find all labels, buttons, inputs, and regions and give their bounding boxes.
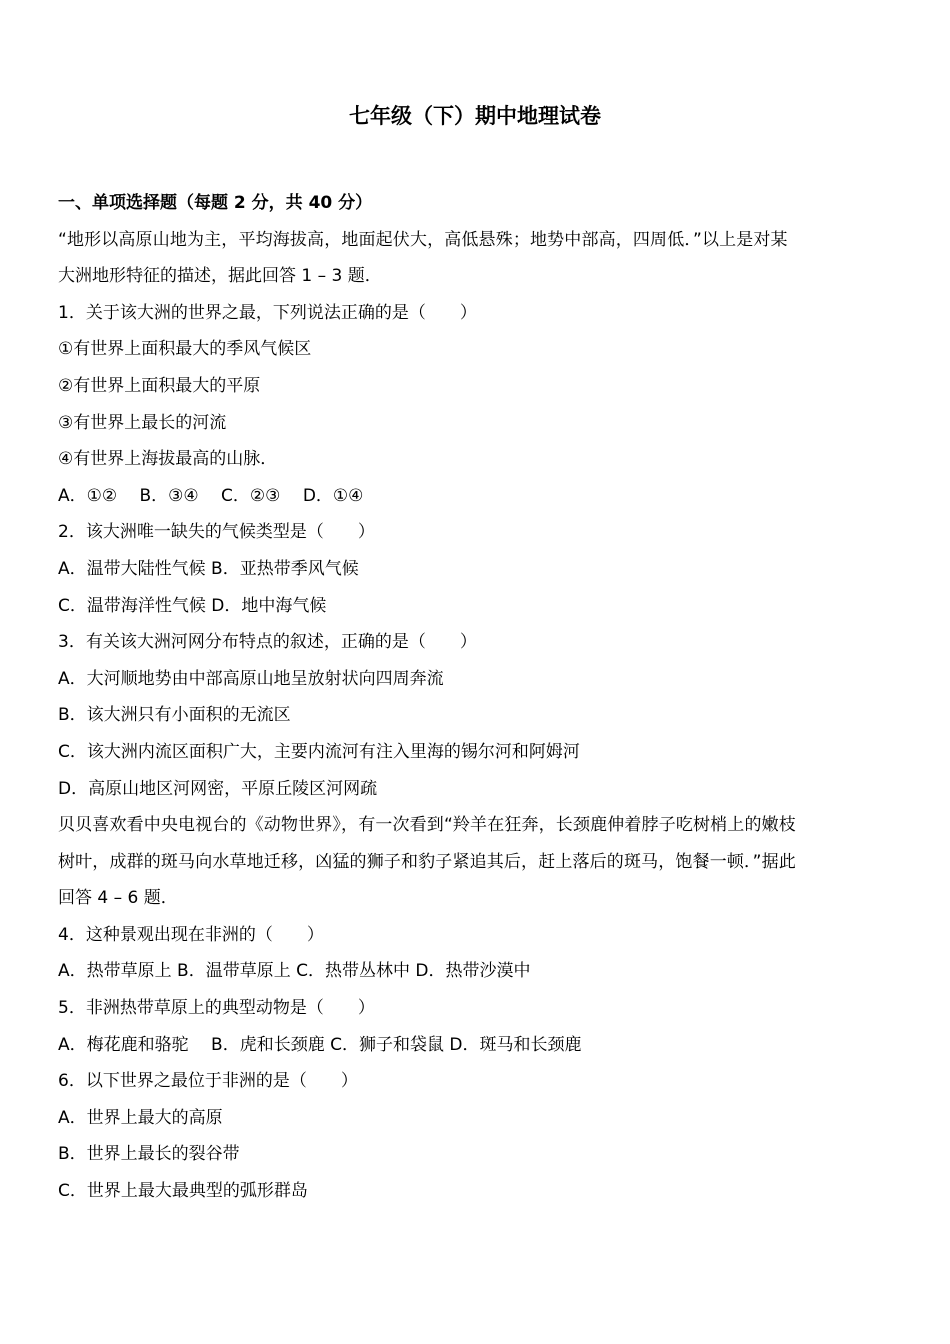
statement-item: ④有世界上海拔最高的山脉． bbox=[58, 449, 278, 470]
answer-options: A．温带大陆性气候 B．亚热带季风气候 bbox=[58, 558, 359, 579]
passage-line: 大洲地形特征的描述，据此回答 1 – 3 题． bbox=[58, 266, 382, 287]
statement-item: ②有世界上面积最大的平原 bbox=[58, 375, 261, 396]
question-1: 1．关于该大洲的世界之最，下列说法正确的是（ ） bbox=[58, 302, 477, 323]
question-3: 3．有关该大洲河网分布特点的叙述，正确的是（ ） bbox=[58, 632, 477, 653]
answer-option: C．该大洲内流区面积广大，主要内流河有注入里海的锡尔河和阿姆河 bbox=[58, 741, 580, 762]
section-heading: 一、单项选择题（每题 2 分，共 40 分） bbox=[58, 193, 373, 213]
answer-option: C．世界上最大最典型的弧形群岛 bbox=[58, 1181, 308, 1202]
answer-option: B．该大洲只有小面积的无流区 bbox=[58, 705, 291, 726]
question-6: 6．以下世界之最位于非洲的是（ ） bbox=[58, 1071, 358, 1092]
passage-line: 树叶，成群的斑马向水草地迁移，凶猛的狮子和豹子紧追其后，赶上落后的斑马，饱餐一顿．”据此 bbox=[58, 851, 796, 872]
answer-option: B．世界上最长的裂谷带 bbox=[58, 1144, 240, 1165]
passage-line: “地形以高原山地为主，平均海拔高，地面起伏大，高低悬殊；地势中部高，四周低．”以上是对某 bbox=[58, 229, 788, 250]
question-2: 2．该大洲唯一缺失的气候类型是（ ） bbox=[58, 522, 375, 543]
answer-option: A．大河顺地势由中部高原山地呈放射状向四周奔流 bbox=[58, 668, 444, 689]
statement-item: ①有世界上面积最大的季风气候区 bbox=[58, 339, 312, 360]
answer-options: A．热带草原上 B．温带草原上 C．热带丛林中 D．热带沙漠中 bbox=[58, 961, 531, 982]
question-5: 5．非洲热带草原上的典型动物是（ ） bbox=[58, 998, 375, 1019]
passage-line: 贝贝喜欢看中央电视台的《动物世界》，有一次看到“羚羊在狂奔，长颈鹿伸着脖子吃树梢上的嫩枝 bbox=[58, 815, 796, 836]
document-body bbox=[58, 185, 894, 1210]
passage-line: 回答 4 – 6 题． bbox=[58, 888, 178, 909]
answer-option: A．世界上最大的高原 bbox=[58, 1107, 223, 1128]
answer-options: A．梅花鹿和骆驼 B．虎和长颈鹿 C．狮子和袋鼠 D．斑马和长颈鹿 bbox=[58, 1034, 582, 1055]
answer-option: D．高原山地区河网密，平原丘陵区河网疏 bbox=[58, 778, 378, 799]
question-4: 4．这种景观出现在非洲的（ ） bbox=[58, 924, 324, 945]
answer-options: A．①② B．③④ C．②③ D．①④ bbox=[58, 485, 364, 506]
statement-item: ③有世界上最长的河流 bbox=[58, 412, 227, 433]
page-title: 七年级（下）期中地理试卷 bbox=[349, 104, 601, 128]
answer-options: C．温带海洋性气候 D．地中海气候 bbox=[58, 595, 327, 616]
